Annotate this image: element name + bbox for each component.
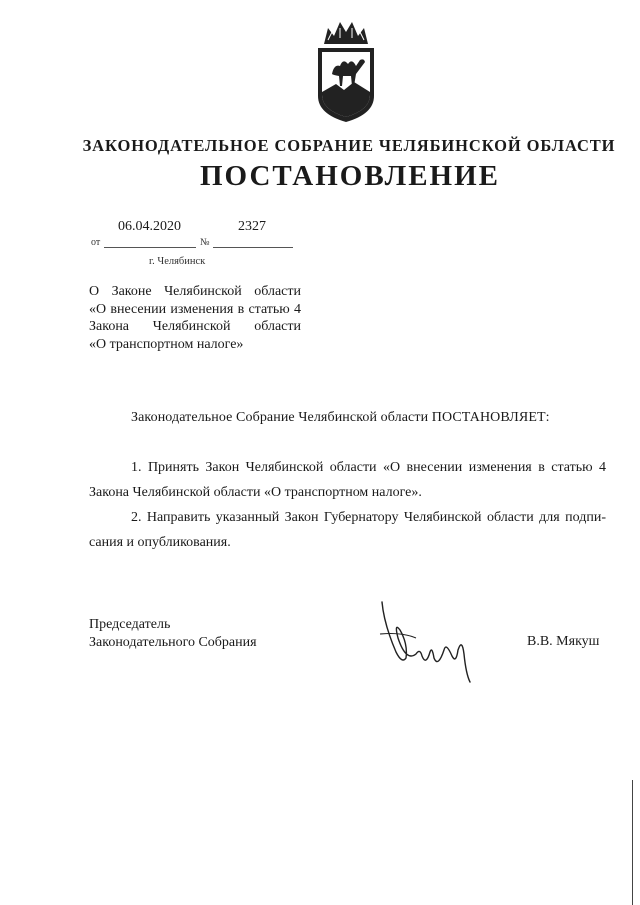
item-2-line-1: 2. Направить указанный Закон Губернатору Челябинской области для подпи- bbox=[131, 510, 606, 525]
date-prefix: от bbox=[91, 237, 101, 248]
subject-block bbox=[89, 283, 301, 353]
subject-line: «О внесении изменения в статью 4 bbox=[89, 301, 301, 317]
document-number: 2327 bbox=[238, 219, 266, 234]
organization-title: ЗАКОНОДАТЕЛЬНОЕ СОБРАНИЕ ЧЕЛЯБИНСКОЙ ОБЛАСТИ bbox=[82, 136, 616, 155]
subject-line: О Законе Челябинской области bbox=[89, 284, 301, 299]
date-underline bbox=[104, 247, 196, 248]
item-1-line-2: Закона Челябинской области «О транспортном налоге». bbox=[89, 485, 422, 500]
scan-edge-line bbox=[632, 780, 633, 905]
handwritten-signature bbox=[372, 594, 482, 686]
signatory-title-line-1: Председатель bbox=[89, 617, 171, 632]
coat-of-arms-emblem bbox=[310, 18, 382, 126]
signatory-name: В.В. Мякуш bbox=[527, 634, 600, 649]
number-underline bbox=[213, 247, 293, 248]
document-type-title: ПОСТАНОВЛЕНИЕ bbox=[199, 160, 500, 192]
document-date: 06.04.2020 bbox=[118, 219, 181, 234]
item-1 bbox=[89, 455, 606, 505]
signatory-title bbox=[89, 616, 257, 652]
resolution-statement: Законодательное Собрание Челябинской области ПОСТАНОВЛЯЕТ: bbox=[131, 410, 550, 425]
city-label: г. Челябинск bbox=[149, 256, 206, 267]
item-1-line-1: 1. Принять Закон Челябинской области «О внесении изменения в статью 4 bbox=[131, 460, 606, 475]
item-2-line-2: сания и опубликования. bbox=[89, 535, 231, 550]
subject-line: «О транспортном налоге» bbox=[89, 336, 244, 352]
number-prefix: № bbox=[200, 237, 210, 248]
item-2 bbox=[89, 505, 606, 555]
signatory-title-line-2: Законодательного Собрания bbox=[89, 635, 257, 650]
subject-line: Закона Челябинской области bbox=[89, 319, 301, 334]
